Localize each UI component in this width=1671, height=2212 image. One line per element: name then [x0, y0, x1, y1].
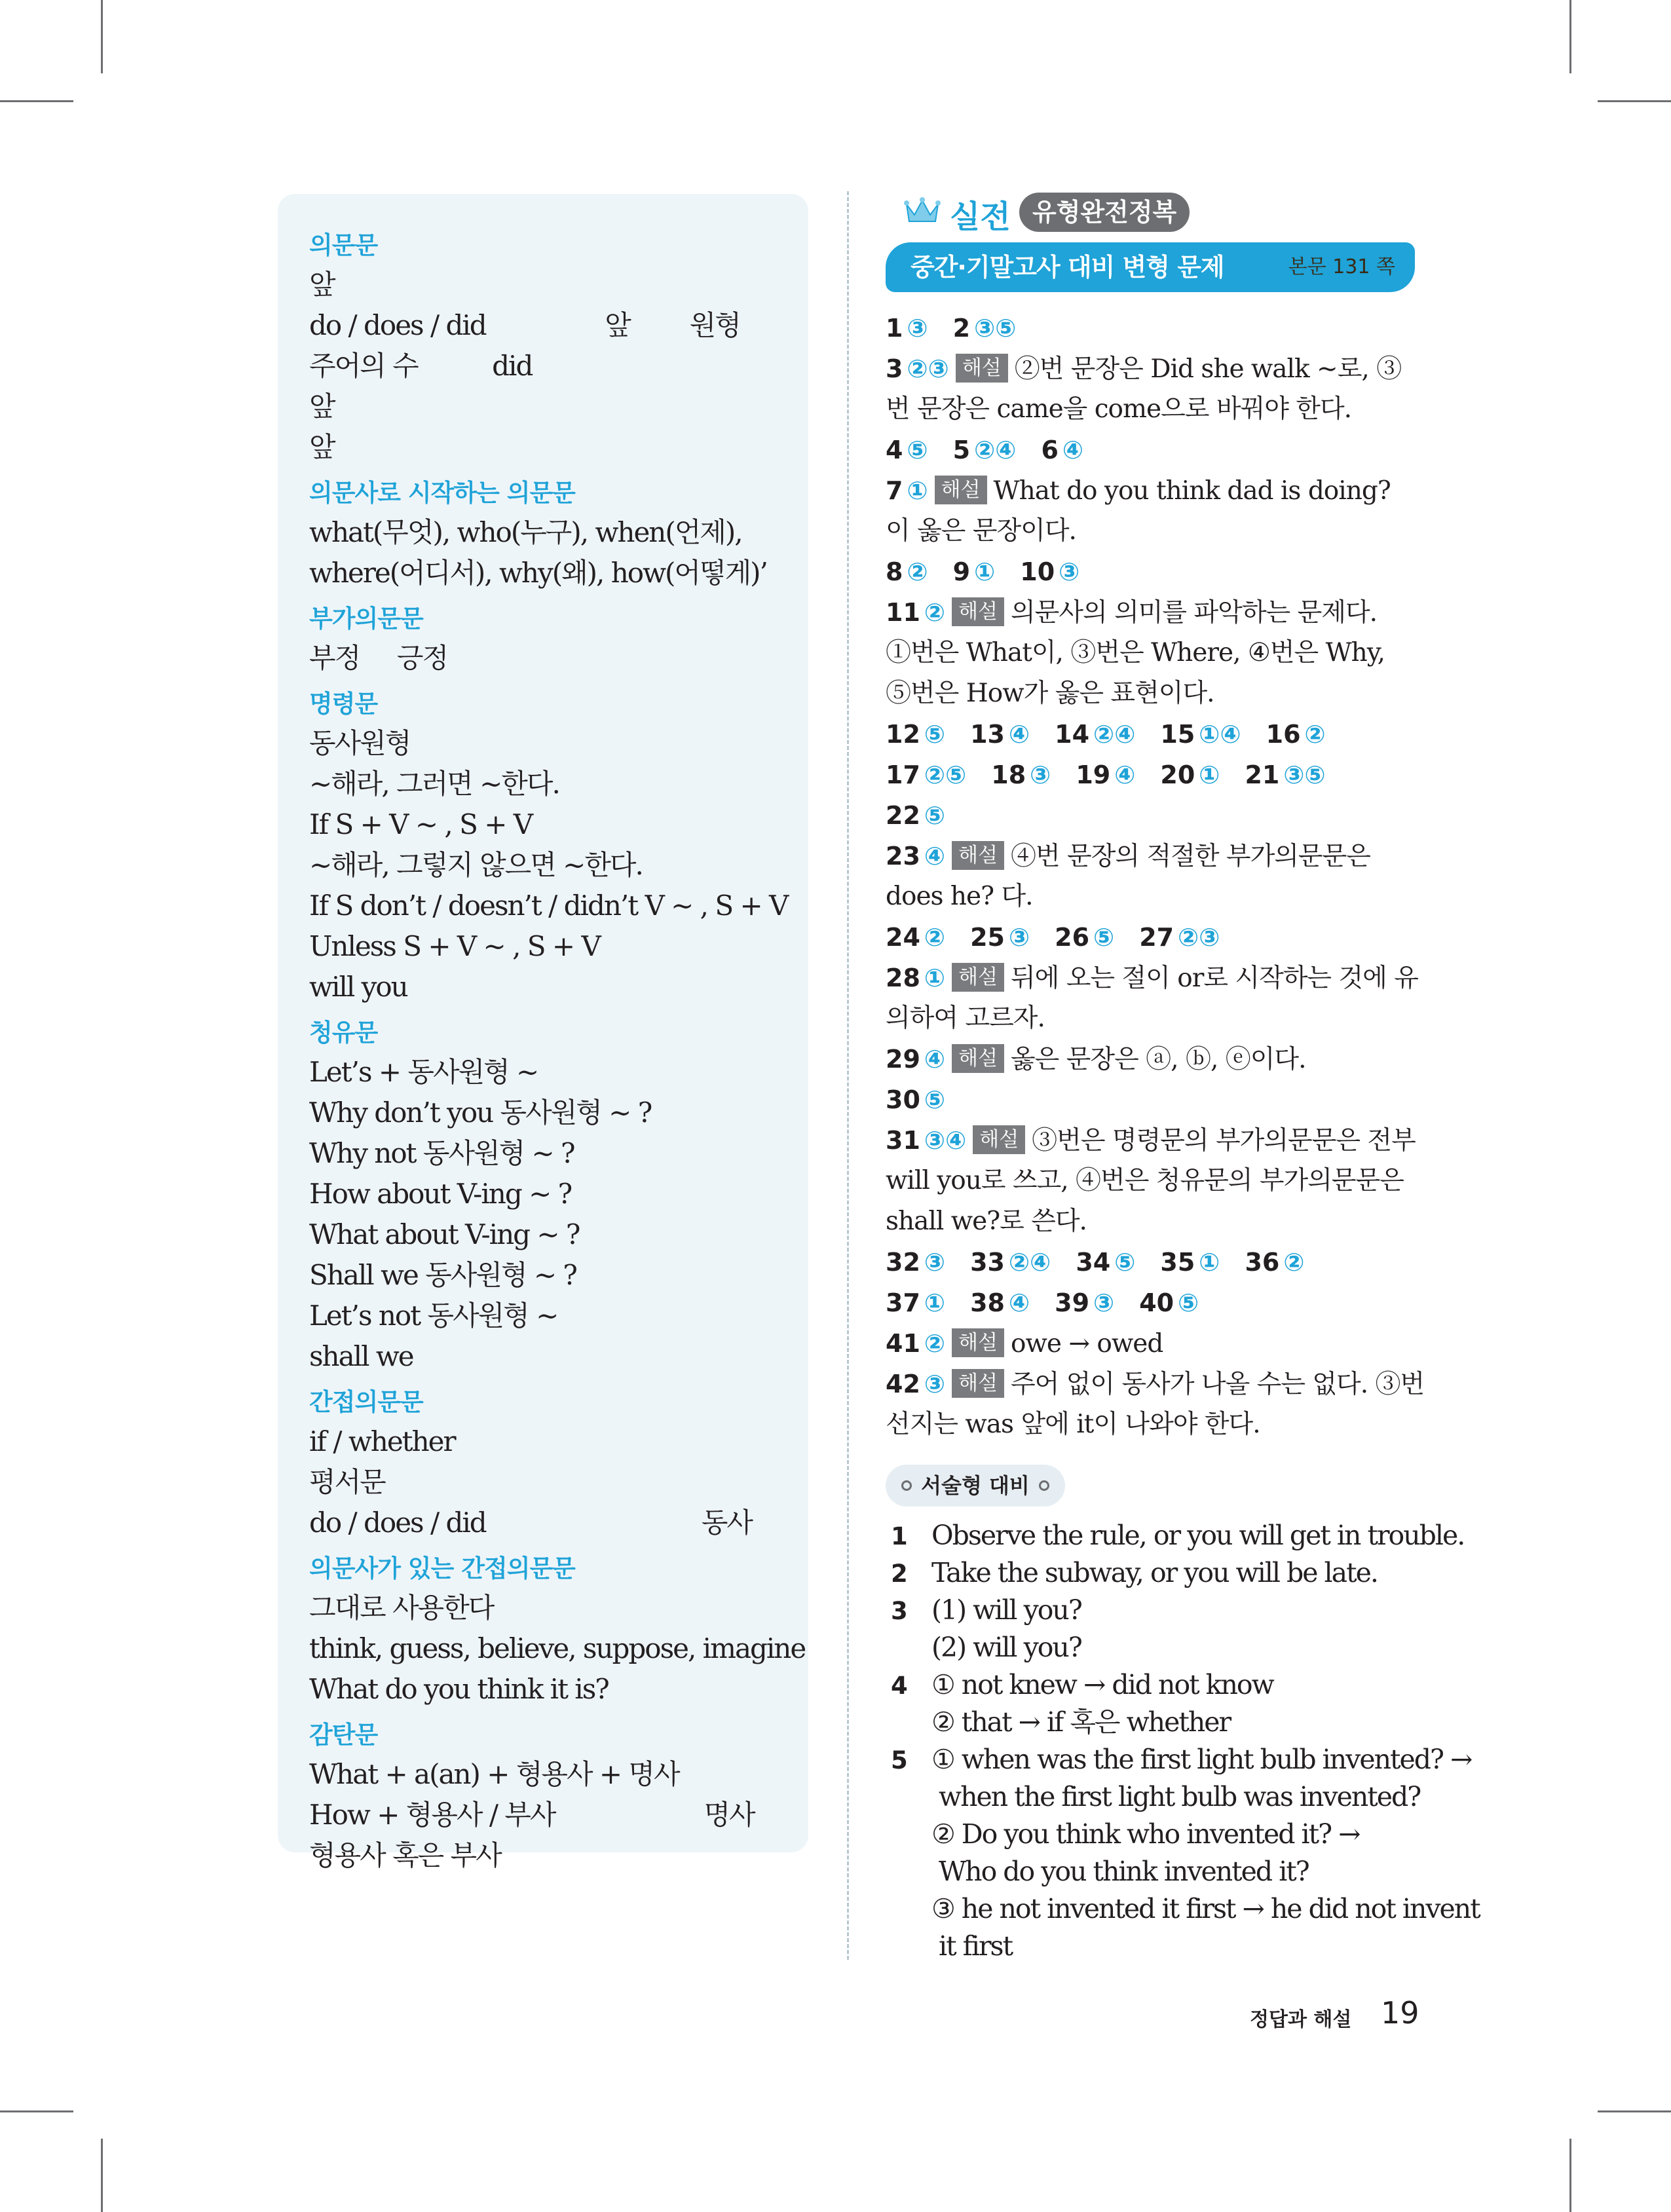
answer-item	[1160, 714, 1241, 755]
crop-mark	[1598, 2110, 1671, 2112]
answer-row	[886, 673, 1416, 714]
question-number: 4	[886, 436, 903, 464]
question-number: 39	[1055, 1288, 1090, 1317]
descriptive-label	[886, 1465, 1065, 1507]
descriptive-row	[891, 1741, 1472, 1778]
answer-row	[886, 511, 1416, 552]
question-number: 2	[952, 314, 971, 343]
explanation-badge: 해설	[952, 597, 1004, 626]
bullet-icon	[901, 1480, 912, 1491]
question-number: 29	[886, 1045, 920, 1074]
question-number: 37	[886, 1288, 920, 1317]
answer-choice: ③	[924, 1248, 946, 1277]
explanation-text: ②번 문장은 Did she walk ~로, ③	[1014, 354, 1402, 384]
crop-mark	[0, 100, 73, 102]
answer-choice: ③	[1059, 557, 1080, 586]
answer-row	[886, 552, 1416, 592]
answer-row	[886, 1323, 1416, 1364]
answer-choice: ③⑤	[974, 314, 1017, 343]
answer-choice: ①	[907, 476, 928, 505]
descriptive-number: 1	[891, 1522, 908, 1550]
section-heading: 의문사로 시작하는 의문문	[309, 479, 575, 507]
answer-row	[886, 1242, 1416, 1283]
answer-item	[886, 1242, 945, 1283]
explanation-continued: 선지는 was 앞에 it이 나와야 한다.	[886, 1410, 1260, 1439]
descriptive-text: ③ he not invented it first → he did not invent	[931, 1893, 1480, 1924]
answer-row	[886, 1201, 1416, 1242]
answer-item	[970, 1283, 1030, 1323]
crop-mark	[0, 2110, 73, 2112]
summary-section	[309, 1550, 806, 1710]
summary-line: 주어의 수 did	[309, 350, 533, 382]
answer-item	[1076, 755, 1135, 795]
answer-item	[991, 755, 1051, 795]
answer-choice: ①	[974, 557, 996, 586]
answer-choice: ②	[924, 923, 946, 952]
summary-line: Let’s not 동사원형 ~	[309, 1300, 558, 1332]
section-heading: 명령문	[309, 690, 378, 718]
descriptive-row	[891, 1778, 1421, 1816]
answer-item	[1245, 755, 1325, 795]
answer-row	[886, 998, 1416, 1039]
summary-line: If S + V ~ , S + V	[309, 808, 533, 840]
answer-item	[886, 1364, 945, 1404]
section-heading: 의문문	[309, 231, 378, 259]
explanation-continued: ①번은 What이, ③번은 Where, ④번은 Why,	[886, 638, 1385, 667]
summary-line: 형용사 혹은 부사	[309, 1839, 501, 1871]
summary-line: 부정 긍정	[309, 642, 448, 674]
summary-section	[309, 1014, 782, 1377]
descriptive-text: Take the subway, or you will be late.	[931, 1557, 1378, 1588]
question-number: 41	[886, 1329, 920, 1358]
question-number: 30	[886, 1085, 920, 1114]
question-number: 15	[1160, 720, 1195, 749]
explanation-text: owe → owed	[1010, 1329, 1163, 1359]
answer-item	[886, 1283, 945, 1323]
question-number: 8	[886, 557, 903, 586]
answer-choice: ④	[1062, 436, 1084, 464]
answer-row	[886, 592, 1416, 633]
descriptive-row	[891, 1517, 1465, 1554]
question-number: 10	[1020, 557, 1055, 586]
section-heading: 감탄문	[309, 1721, 378, 1749]
summary-line: where(어디서), why(왜), how(어떻게)’	[309, 557, 767, 589]
answer-choice: ④	[1008, 720, 1030, 749]
summary-line: do / does / did 동사	[309, 1507, 752, 1539]
answer-choice: ②	[1283, 1248, 1305, 1277]
question-number: 42	[886, 1370, 920, 1398]
column-divider	[847, 191, 849, 1960]
question-number: 36	[1245, 1248, 1280, 1277]
answer-row	[886, 1364, 1425, 1404]
descriptive-row	[891, 1928, 1421, 1965]
question-number: 3	[886, 354, 903, 383]
question-number: 20	[1160, 760, 1195, 789]
answer-choice: ④	[924, 1045, 946, 1074]
question-number: 6	[1041, 436, 1059, 464]
answer-item	[1041, 430, 1083, 470]
answer-item	[886, 552, 928, 592]
answer-row	[886, 755, 1416, 795]
answer-item	[886, 430, 928, 470]
summary-line: 앞	[309, 269, 335, 301]
answer-row	[886, 795, 1416, 836]
descriptive-row	[891, 1592, 1421, 1629]
explanation-text: 뒤에 오는 절이 or로 시작하는 것에 유	[1010, 964, 1418, 993]
answer-row	[886, 308, 1416, 348]
page-number: 19	[1381, 1995, 1419, 2031]
answer-item	[1055, 714, 1135, 755]
summary-line: What do you think it is?	[309, 1673, 609, 1705]
explanation-text: What do you think dad is doing?	[993, 476, 1391, 506]
descriptive-number: 2	[891, 1560, 908, 1588]
explanation-badge: 해설	[956, 354, 1008, 383]
descriptive-number: 3	[891, 1597, 908, 1625]
footer-label: 정답과 해설	[1250, 2008, 1352, 2031]
question-number: 13	[970, 720, 1005, 749]
summary-line: Shall we 동사원형 ~ ?	[309, 1259, 576, 1291]
answer-item	[886, 836, 945, 876]
answer-item	[1160, 755, 1220, 795]
explanation-text: ④번 문장의 적절한 부가의문문은	[1010, 842, 1370, 871]
descriptive-answers	[891, 1517, 1480, 1965]
answer-row	[886, 917, 1416, 958]
answer-choice: ②③	[907, 354, 949, 383]
descriptive-number: 5	[891, 1746, 908, 1774]
answer-choice: ①	[924, 1288, 946, 1317]
answer-item	[953, 430, 1017, 470]
answer-item	[970, 917, 1030, 958]
summary-section	[309, 685, 788, 1007]
answer-row	[886, 1120, 1416, 1161]
answer-choice: ②⑤	[924, 760, 967, 789]
summary-line: 평서문	[309, 1466, 385, 1498]
answer-choice: ③⑤	[1283, 760, 1326, 789]
answer-choice: ③	[924, 1370, 946, 1398]
crown-icon	[904, 197, 941, 228]
type-pill: 유형완전정복	[1019, 193, 1190, 232]
section-heading: 의문사가 있는 간접의문문	[309, 1554, 575, 1583]
answer-item	[886, 755, 966, 795]
explanation-badge: 해설	[973, 1125, 1025, 1154]
question-number: 14	[1055, 720, 1090, 749]
section-heading: 부가의문문	[309, 605, 423, 633]
answer-item	[970, 714, 1030, 755]
question-number: 9	[952, 557, 971, 586]
answer-item	[1076, 1242, 1135, 1283]
answer-row	[886, 389, 1416, 430]
answer-row	[886, 1161, 1416, 1201]
answer-item	[970, 1242, 1051, 1283]
question-number: 32	[886, 1248, 920, 1277]
explanation-continued: ⑤번은 How가 옳은 표현이다.	[886, 679, 1214, 708]
answer-choice: ①④	[1199, 720, 1241, 749]
answer-item	[886, 714, 945, 755]
answer-choice: ④	[924, 842, 946, 871]
descriptive-text: Observe the rule, or you will get in trouble.	[931, 1520, 1465, 1551]
answer-item	[1139, 917, 1220, 958]
answer-choice: ⑤	[1093, 923, 1115, 952]
answer-choice: ③④	[924, 1126, 967, 1155]
banner-page-ref: 본문 131 쪽	[1288, 255, 1395, 278]
descriptive-row	[891, 1629, 1421, 1666]
question-number: 24	[886, 923, 920, 952]
section-title: 실전	[950, 198, 1011, 235]
answer-row	[886, 876, 1416, 917]
answer-choice: ⑤	[924, 720, 946, 749]
answer-item	[1245, 1242, 1304, 1283]
answer-choice: ①	[1199, 760, 1220, 789]
descriptive-row	[891, 1554, 1421, 1592]
explanation-continued: 의하여 고르자.	[886, 1003, 1045, 1033]
descriptive-text: ② that → if 혹은 whether	[931, 1706, 1231, 1738]
explanation-badge: 해설	[952, 1369, 1004, 1398]
answer-row	[886, 348, 1416, 389]
answer-item	[886, 1079, 945, 1120]
answer-choice: ②③	[1178, 923, 1220, 952]
question-number: 21	[1245, 760, 1280, 789]
crop-mark	[101, 2139, 103, 2212]
explanation-continued: shall we?로 쓴다.	[886, 1207, 1087, 1236]
question-number: 1	[886, 314, 903, 343]
exam-banner	[886, 242, 1415, 292]
summary-line: ~해라, 그러면 ~한다.	[309, 768, 559, 800]
answer-choice: ②④	[1008, 1248, 1051, 1277]
descriptive-text: Who do you think invented it?	[931, 1856, 1309, 1887]
question-number: 22	[886, 801, 920, 830]
answer-choice: ②④	[1093, 720, 1136, 749]
answer-item	[886, 1120, 966, 1161]
answer-row	[886, 430, 1416, 470]
explanation-badge: 해설	[952, 841, 1004, 870]
summary-line: If S don’t / doesn’t / didn’t V ~ , S + V	[309, 890, 788, 922]
answer-choice: ④	[1114, 760, 1136, 789]
answer-choice: ①	[1199, 1248, 1220, 1277]
crop-mark	[1569, 2139, 1571, 2212]
answer-choice: ②	[1304, 720, 1326, 749]
question-number: 26	[1055, 923, 1090, 952]
crop-mark	[1569, 0, 1571, 73]
descriptive-text: ① not knew → did not know	[931, 1669, 1273, 1700]
crop-mark	[1598, 100, 1671, 102]
summary-line: Why not 동사원형 ~ ?	[309, 1137, 574, 1169]
descriptive-row	[891, 1666, 1421, 1704]
explanation-text: 옳은 문장은 ⓐ, ⓑ, ⓔ이다.	[1010, 1045, 1306, 1074]
answer-choice: ②	[924, 598, 946, 627]
summary-section	[309, 1716, 782, 1876]
answer-choice: ②	[924, 1329, 946, 1358]
answer-item	[886, 958, 945, 998]
answer-row	[886, 714, 1416, 755]
answer-item	[1055, 917, 1114, 958]
descriptive-text: it first	[931, 1930, 1013, 1962]
question-number: 17	[886, 760, 920, 789]
question-number: 40	[1139, 1288, 1174, 1317]
question-number: 7	[886, 476, 903, 505]
question-number: 11	[886, 598, 920, 627]
descriptive-text: when the first light bulb was invented?	[931, 1781, 1421, 1812]
answer-item	[1055, 1283, 1114, 1323]
answer-choice: ②④	[974, 436, 1017, 464]
section-heading: 간접의문문	[309, 1388, 423, 1416]
question-number: 33	[970, 1248, 1005, 1277]
answer-choice: ③	[907, 314, 928, 343]
answer-item	[1020, 552, 1080, 592]
answer-choice: ③	[1008, 923, 1030, 952]
descriptive-text: (2) will you?	[931, 1632, 1081, 1663]
answer-item	[1266, 714, 1326, 755]
summary-line: Why don’t you 동사원형 ~ ?	[309, 1097, 652, 1129]
summary-line: What + a(an) + 형용사 + 명사	[309, 1758, 679, 1790]
answer-item	[953, 308, 1017, 348]
summary-line: 앞	[309, 431, 335, 463]
summary-line: think, guess, believe, suppose, imagine	[309, 1632, 806, 1664]
banner-title: 중간·기말고사 대비 변형 문제	[911, 253, 1224, 282]
answer-choice: ⑤	[924, 1085, 946, 1114]
answer-item	[886, 470, 928, 511]
question-number: 12	[886, 720, 920, 749]
answer-row	[886, 1079, 1416, 1120]
question-number: 38	[970, 1288, 1005, 1317]
answer-choice: ③	[1030, 760, 1051, 789]
descriptive-row	[891, 1890, 1480, 1928]
answer-item	[886, 308, 928, 348]
question-number: 28	[886, 964, 920, 992]
explanation-continued: 번 문장은 came을 come으로 바꿔야 한다.	[886, 394, 1352, 424]
summary-line: do / does / did 앞 원형	[309, 309, 740, 341]
answer-choice: ③	[1093, 1288, 1115, 1317]
descriptive-row	[891, 1853, 1421, 1890]
summary-line: Let’s + 동사원형 ~	[309, 1056, 538, 1088]
explanation-badge: 해설	[952, 1328, 1004, 1357]
answer-item	[953, 552, 996, 592]
answer-item	[886, 1039, 945, 1079]
answer-row	[886, 1039, 1416, 1079]
grammar-summary-box	[278, 194, 808, 1871]
answer-item	[886, 592, 945, 633]
answer-item	[1139, 1283, 1199, 1323]
descriptive-text: ① when was the first light bulb invented? →	[931, 1744, 1472, 1775]
summary-line: 그대로 사용한다	[309, 1592, 494, 1624]
explanation-text: ③번은 명령문의 부가의문문은 전부	[1032, 1126, 1416, 1155]
descriptive-text: (1) will you?	[931, 1594, 1081, 1626]
question-number: 23	[886, 842, 920, 871]
question-number: 19	[1076, 760, 1111, 789]
answer-list	[886, 308, 1425, 1445]
section-heading: 청유문	[309, 1019, 378, 1047]
summary-line: what(무엇), who(누구), when(언제),	[309, 516, 742, 548]
answer-row	[886, 836, 1416, 876]
answer-choice: ①	[924, 964, 946, 992]
answer-choice: ⑤	[1178, 1288, 1199, 1317]
summary-section	[309, 474, 782, 593]
descriptive-label-text: 서술형 대비	[921, 1473, 1030, 1498]
question-number: 31	[886, 1126, 920, 1155]
explanation-text: 의문사의 의미를 파악하는 문제다.	[1010, 598, 1378, 628]
summary-line: Unless S + V ~ , S + V	[309, 930, 600, 962]
explanation-continued: will you로 쓰고, ④번은 청유문의 부가의문문은	[886, 1166, 1404, 1195]
answer-choice: ⑤	[907, 436, 928, 464]
answer-item	[1160, 1242, 1220, 1283]
answer-row	[886, 958, 1416, 998]
summary-line: will you	[309, 971, 407, 1003]
descriptive-row	[891, 1816, 1421, 1853]
summary-line: ~해라, 그렇지 않으면 ~한다.	[309, 849, 643, 881]
summary-line: How + 형용사 / 부사 명사	[309, 1799, 755, 1831]
explanation-continued: does he? 다.	[886, 882, 1033, 911]
answer-choice: ⑤	[1114, 1248, 1136, 1277]
answer-item	[886, 795, 945, 836]
question-number: 25	[970, 923, 1005, 952]
summary-line: How about V-ing ~ ?	[309, 1178, 572, 1210]
answer-row	[886, 470, 1416, 511]
answer-item	[886, 917, 945, 958]
summary-line: if / whether	[309, 1425, 455, 1457]
descriptive-row	[891, 1704, 1421, 1741]
question-number: 35	[1160, 1248, 1195, 1277]
question-number: 5	[952, 436, 971, 464]
explanation-badge: 해설	[952, 963, 1004, 992]
bullet-icon	[1039, 1480, 1049, 1491]
answer-item	[886, 348, 949, 389]
summary-line: 앞	[309, 390, 335, 422]
question-number: 16	[1266, 720, 1301, 749]
crop-mark	[101, 0, 103, 73]
explanation-badge: 해설	[952, 1044, 1004, 1073]
summary-line: What about V-ing ~ ?	[309, 1218, 580, 1250]
question-number: 34	[1076, 1248, 1111, 1277]
summary-line: shall we	[309, 1340, 413, 1372]
answer-choice: ④	[1008, 1288, 1030, 1317]
explanation-text: 주어 없이 동사가 나올 수는 없다. ③번	[1010, 1370, 1425, 1399]
answer-choice: ⑤	[924, 801, 946, 830]
question-number: 18	[991, 760, 1026, 789]
answer-item	[886, 1323, 945, 1364]
answer-choice: ②	[907, 557, 928, 586]
answer-row	[886, 1404, 1416, 1445]
explanation-continued: 이 옳은 문장이다.	[886, 516, 1076, 546]
explanation-badge: 해설	[935, 476, 987, 504]
descriptive-number: 4	[891, 1672, 908, 1700]
summary-section	[309, 1383, 782, 1543]
summary-section	[309, 227, 782, 468]
answer-row	[886, 633, 1416, 673]
answer-row	[886, 1283, 1416, 1323]
descriptive-text: ② Do you think who invented it? →	[931, 1818, 1360, 1850]
summary-line: 동사원형	[309, 727, 411, 759]
summary-section	[309, 600, 782, 679]
question-number: 27	[1139, 923, 1174, 952]
